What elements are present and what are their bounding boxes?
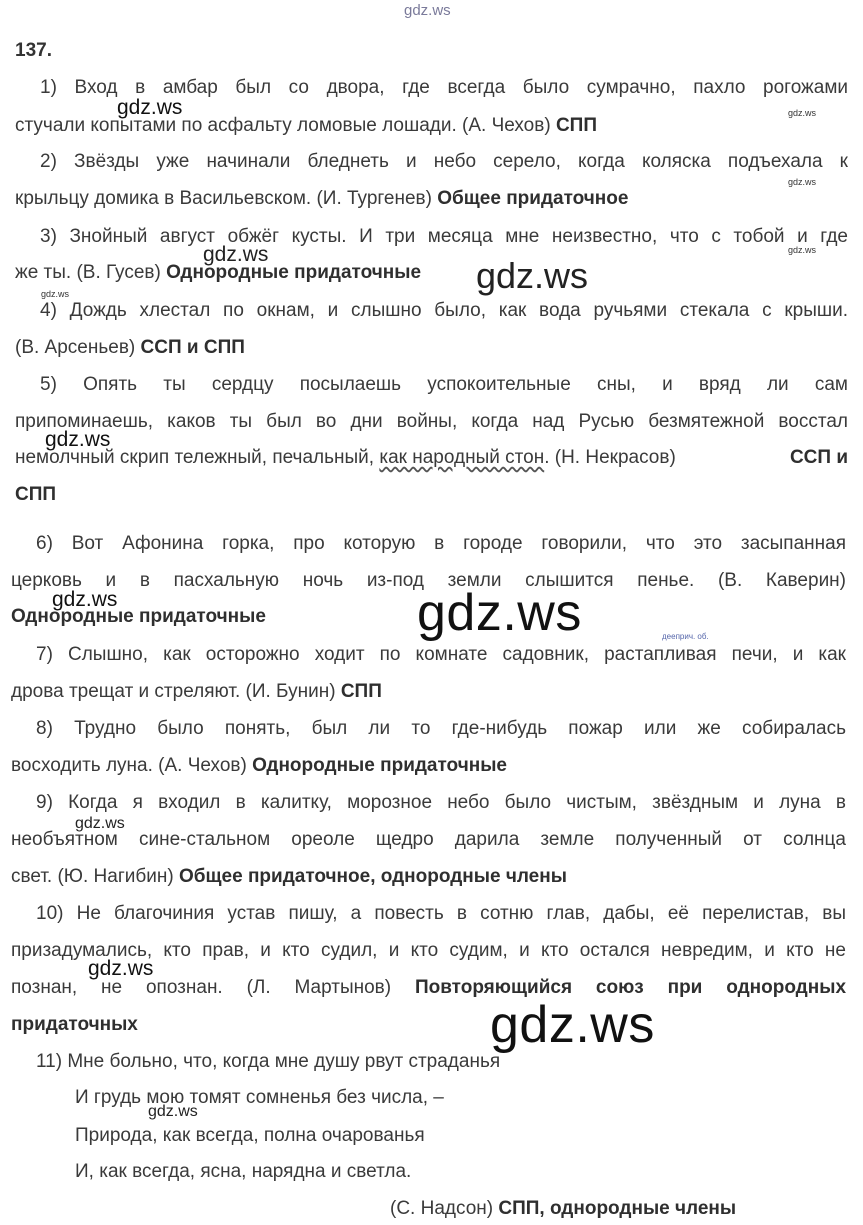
watermark: gdz.ws — [117, 96, 183, 119]
sentence-6-answer: Однородные придаточные — [11, 606, 266, 627]
sentence-5-line-2: припоминаешь, каков ты был во дни войны, когда над Русью безмятежной восстал — [15, 411, 848, 432]
sentence-10-answer-cont: придаточных — [11, 1014, 138, 1035]
sentence-2-line-1: 2) Звёзды уже начинали бледнеть и небо серело, когда коляска подъехала к — [40, 151, 848, 172]
sentence-5-text-c: . (Н. Некрасов) — [544, 447, 676, 468]
sentence-8-text: восходить луна. (А. Чехов) — [11, 755, 253, 776]
watermark: gdz.ws — [476, 255, 589, 296]
sentence-11-answer: СПП, однородные члены — [498, 1198, 737, 1219]
sentence-10-line-2: призадумались, кто прав, и кто судил, и кто судим, и кто остался невредим, и кто не — [11, 940, 846, 961]
sentence-7-answer: СПП — [340, 681, 382, 702]
sentence-4-line-2 — [15, 337, 245, 359]
watermark: gdz.ws — [788, 177, 817, 187]
sentence-1-line-1: 1) Вход в амбар был со двора, где всегда было сумрачно, пахло рогожами — [40, 77, 848, 98]
sentence-2-text: крыльцу домика в Васильевском. (И. Тургенев) — [15, 188, 438, 209]
watermark: gdz.ws — [41, 289, 70, 299]
sentence-8-answer: Однородные придаточные — [252, 755, 507, 776]
sentence-5-line-4 — [15, 484, 56, 506]
sentence-10-line-1: 10) Не благочиния устав пишу, а повесть в сотню глав, дабы, её перелистав, вы — [36, 903, 846, 924]
sentence-11-line-5 — [390, 1198, 736, 1220]
sentence-11-line-4: И, как всегда, ясна, нарядна и светла. — [75, 1161, 412, 1182]
sentence-11-line-1: 11) Мне больно, что, когда мне душу рвут страданья — [36, 1051, 501, 1072]
watermark: gdz.ws — [788, 245, 817, 255]
sentence-3-line-1: 3) Знойный август обжёг кусты. И три месяца мне неизвестно, что с тобой и где — [40, 226, 848, 247]
sentence-9-line-1: 9) Когда я входил в калитку, морозное небо было чистым, звёздным и луна в — [36, 792, 846, 813]
sentence-8-line-2 — [11, 755, 507, 777]
sentence-5-underlined: как народный стон — [379, 447, 545, 468]
watermark: gdz.ws — [417, 584, 582, 642]
sentence-4-answer: ССП и СПП — [140, 337, 245, 358]
sentence-2-line-2 — [15, 188, 628, 210]
sentence-9-text: свет. (Ю. Нагибин) — [11, 866, 179, 887]
sentence-11-line-2: И грудь мою томят сомненья без числа, – — [75, 1087, 444, 1108]
sentence-10-answer: Повторяющийся союз при однородных — [414, 977, 847, 998]
sentence-6-line-3 — [11, 606, 266, 628]
sentence-10-line-4 — [11, 1014, 138, 1036]
exercise-number: 137. — [15, 40, 52, 61]
sentence-10-text: познан, не опознан. (Л. Мартынов) — [11, 977, 415, 998]
watermark: gdz.ws — [75, 815, 125, 832]
watermark: gdz.ws — [88, 957, 154, 980]
sentence-6-line-2: церковь и в пасхальную ночь из-под земли слышится пенье. (В. Каверин) — [11, 570, 846, 591]
watermark: gdz.ws — [203, 243, 269, 266]
sentence-7-text: дрова трещат и стреляют. (И. Бунин) — [11, 681, 341, 702]
sentence-1-answer: СПП — [555, 115, 597, 136]
sentence-5-answer: ССП и — [789, 447, 848, 468]
sentence-9-line-2: необъятном сине-стальном ореоле щедро дарила земле полученный от солнца — [11, 829, 846, 850]
sentence-7-line-2 — [11, 681, 382, 703]
watermark: gdz.ws — [788, 108, 817, 118]
sentence-5-line-1: 5) Опять ты сердцу посылаешь успокоительные сны, и вряд ли сам — [40, 374, 848, 395]
sentence-4-text: (В. Арсеньев) — [15, 337, 141, 358]
sentence-3-answer: Однородные придаточные — [166, 262, 422, 283]
watermark-top: gdz.ws — [404, 2, 451, 19]
sentence-6-line-1: 6) Вот Афонина горка, про которую в городе говорили, что это засыпанная — [36, 533, 846, 554]
sentence-5-text — [15, 447, 676, 469]
sentence-5-text-a: немолчный скрип тележный, печальный, — [15, 447, 380, 468]
watermark: gdz.ws — [148, 1103, 198, 1120]
sentence-11-line-3: Природа, как всегда, полна очарованья — [75, 1125, 425, 1146]
sentence-9-line-3 — [11, 866, 567, 888]
sentence-5-line-3 — [15, 447, 848, 469]
sentence-5-answer-cont: СПП — [15, 484, 57, 505]
watermark: gdz.ws — [45, 428, 111, 451]
sentence-3-text: же ты. (В. Гусев) — [15, 262, 167, 283]
sentence-9-answer: Общее придаточное, однородные члены — [178, 866, 567, 887]
sentence-8-line-1: 8) Трудно было понять, был ли то где-нибудь пожар или же собиралась — [36, 718, 846, 739]
sentence-7-line-1: 7) Слышно, как осторожно ходит по комнате садовник, растапливая печи, и как — [36, 644, 846, 665]
sentence-11-text: (С. Надсон) — [390, 1198, 499, 1219]
sentence-1-text: стучали копытами по асфальту ломовые лошади. (А. Чехов) — [15, 115, 556, 136]
watermark: gdz.ws — [490, 996, 655, 1054]
sentence-1-line-2 — [15, 115, 597, 137]
sentence-2-answer: Общее придаточное — [437, 188, 629, 209]
margin-note: деeприч. об. — [662, 632, 709, 641]
watermark: gdz.ws — [52, 588, 118, 611]
sentence-4-line-1: 4) Дождь хлестал по окнам, и слышно было, как вода ручьями стекала с крыши. — [40, 300, 848, 321]
